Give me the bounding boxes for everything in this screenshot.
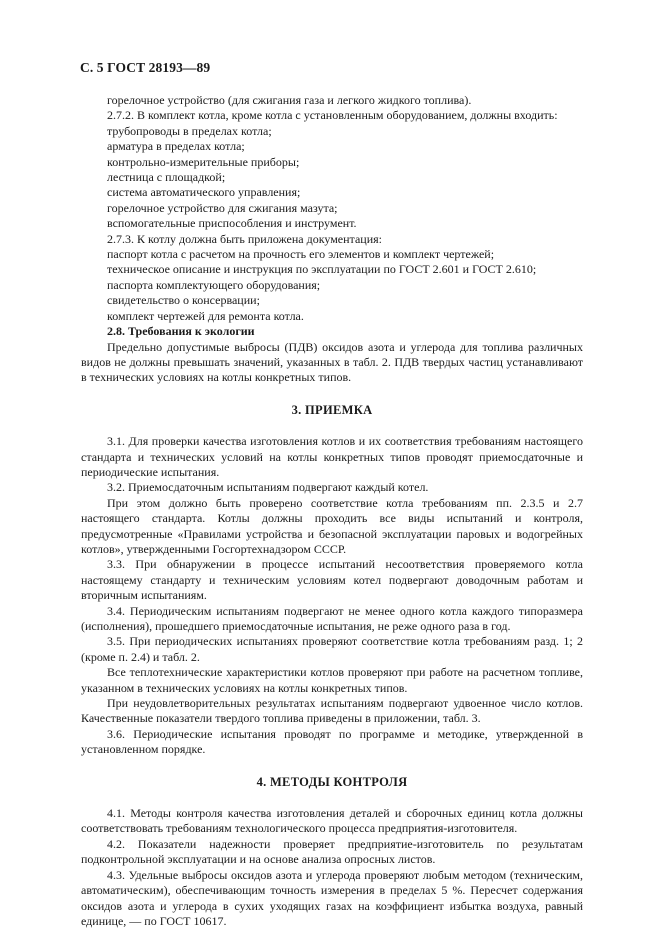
paragraph-4-1: 4.1. Методы контроля качества изготовления деталей и сборочных единиц котла должны соответствовать требованиям технологического процесса предприятия-изготовителя. bbox=[81, 806, 583, 836]
paragraph-3-6: 3.6. Периодические испытания проводят по программе и методике, утвержденной в установленном порядке. bbox=[81, 726, 583, 757]
paragraph-2-8: Предельно допустимые выбросы (ПДВ) оксидов азота и углерода для топлива различных видов не должны превышать значений, указанных в табл. 2. ПДВ твердых частиц устанавливают в технических условиях на котлы конкретных типов. bbox=[81, 339, 583, 385]
list-item: лестница с площадкой; bbox=[107, 170, 226, 185]
page-content bbox=[81, 93, 583, 929]
paragraph-3-4: 3.4. Периодическим испытаниям подвергают не менее одного котла каждого типоразмера (исполнения), прошедшего приемосдаточные испытания, не реже одного раза в год. bbox=[81, 603, 583, 633]
paragraph-3-1: 3.1. Для проверки качества изготовления котлов и их соответствия требованиям настоящего стандарта и технических условий на котлы конкретных типов проводят приемосдаточные и периодические испытания. bbox=[81, 434, 583, 479]
paragraph-3-2: 3.2. Приемосдаточным испытаниям подвергают каждый котел. bbox=[107, 480, 429, 495]
list-item: паспорта комплектующего оборудования; bbox=[107, 277, 321, 292]
section-title-3: 3. ПРИЕМКА bbox=[291, 402, 373, 417]
paragraph-3-5-detail: Все теплотехнические характеристики котлов проверяют при работе на расчетном топливе, указанном в технических условиях на котлы конкретных типов. bbox=[81, 665, 583, 695]
list-item: техническое описание и инструкция по эксплуатации по ГОСТ 2.601 и ГОСТ 2.610; bbox=[107, 262, 537, 277]
paragraph-3-5-failure: При неудовлетворительных результатах испытаниям подвергают удвоенное число котлов. Качественные показатели твердого топлива приведены в приложении, табл. 3. bbox=[81, 696, 583, 726]
list-item: арматура в пределах котла; bbox=[107, 139, 245, 154]
page-header: С. 5 ГОСТ 28193—89 bbox=[80, 60, 211, 75]
list-item: паспорт котла с расчетом на прочность его элементов и комплект чертежей; bbox=[107, 247, 495, 262]
paragraph-4-2: 4.2. Показатели надежности проверяет предприятие-изготовитель по результатам подконтрольной эксплуатации и на основе анализа опросных листов. bbox=[81, 836, 583, 867]
list-item: контрольно-измерительные приборы; bbox=[107, 154, 300, 169]
list-item: система автоматического управления; bbox=[107, 185, 301, 200]
paragraph-3-2-detail: При этом должно быть проверено соответствие котла требованиям пп. 2.3.5 и 2.7 настоящего стандарта. Котлы должны проходить все виды испытаний и контроля, предусмотренные «Правилами устройства и безопасной эксплуатации паровых и водогрейных котлов», утвержденными Госгортехнадзором СССР. bbox=[81, 495, 583, 556]
paragraph-2-7-3: 2.7.3. К котлу должна быть приложена документация: bbox=[107, 231, 382, 246]
paragraph-3-5: 3.5. При периодических испытаниях проверяют соответствие котла требованиям разд. 1; 2 (кроме п. 2.4) и табл. 2. bbox=[81, 634, 583, 664]
section-title-4: 4. МЕТОДЫ КОНТРОЛЯ bbox=[256, 774, 408, 789]
list-item: горелочное устройство для сжигания мазута; bbox=[107, 200, 338, 215]
subsection-title-2-8: 2.8. Требования к экологии bbox=[107, 324, 255, 339]
paragraph-3-3: 3.3. При обнаружении в процессе испытаний несоответствия проверяемого котла настоящему стандарту и техническим условиям котел подвергают доводочным работам и вторичным испытаниям. bbox=[81, 557, 583, 603]
list-item: комплект чертежей для ремонта котла. bbox=[107, 308, 304, 323]
list-item: трубопроводы в пределах котла; bbox=[107, 123, 272, 138]
list-item: вспомогательные приспособления и инструмент. bbox=[107, 216, 357, 231]
paragraph-2-7-1-tail: горелочное устройство (для сжигания газа и легкого жидкого топлива). bbox=[107, 93, 472, 107]
paragraph-2-7-2: 2.7.2. В комплект котла, кроме котла с установленным оборудованием, должны входить: bbox=[107, 108, 558, 123]
paragraph-4-3: 4.3. Удельные выбросы оксидов азота и углерода проверяют любым методом (техническим, автоматическим), обеспечивающим точность измерения в пределах 5 %. Пересчет содержания оксидов азота и углерода в сухих уходящих газах на коэффициент избытка воздуха, равный единице, — по ГОСТ 10617. bbox=[81, 867, 583, 928]
list-item: свидетельство о консервации; bbox=[107, 293, 260, 308]
